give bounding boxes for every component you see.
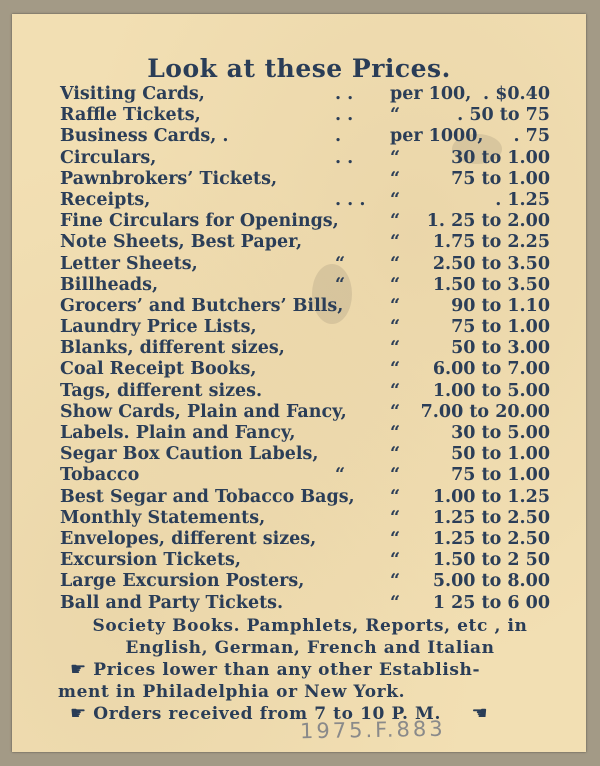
price: 1. 25 to 2.00 bbox=[426, 211, 550, 232]
unit: “ bbox=[390, 168, 401, 189]
price-row bbox=[60, 232, 556, 253]
unit: “ bbox=[390, 444, 401, 465]
unit: “ bbox=[390, 295, 401, 316]
leader-marks: . . bbox=[335, 84, 354, 104]
price: 6.00 to 7.00 bbox=[432, 359, 550, 380]
item-name: Labels. Plain and Fancy, bbox=[60, 423, 296, 443]
price: . $0.40 bbox=[483, 84, 550, 104]
item-name: Raffle Tickets, bbox=[60, 105, 201, 126]
item-name: Monthly Statements, bbox=[60, 507, 266, 528]
unit: “ bbox=[390, 528, 401, 549]
item-name: Best Segar and Tobacco Bags, bbox=[60, 486, 355, 507]
price-row bbox=[60, 275, 556, 296]
unit: “ bbox=[390, 486, 401, 507]
price-row bbox=[60, 571, 556, 592]
price: 30 to 1.00 bbox=[451, 147, 550, 168]
footer-line-4: ment in Philadelphia or New York. bbox=[58, 681, 406, 702]
item-name: Receipts, bbox=[60, 189, 151, 210]
pencil-accession-number: 1975.F.883 bbox=[299, 716, 446, 744]
leader-marks: . . bbox=[335, 147, 354, 168]
unit: “ bbox=[390, 211, 401, 232]
item-name: Tobacco bbox=[60, 465, 140, 486]
price: . 75 bbox=[513, 126, 550, 147]
unit: “ bbox=[390, 507, 401, 528]
price-row bbox=[60, 211, 556, 232]
price: 1.50 to 2 50 bbox=[432, 550, 550, 571]
price-row bbox=[60, 148, 556, 169]
leader-marks: “ bbox=[335, 465, 346, 486]
footer-line-3: Prices lower than any other Establish- bbox=[93, 660, 481, 680]
pointing-hand-icon: ☛ bbox=[70, 659, 87, 680]
price-row bbox=[60, 317, 556, 338]
price-row bbox=[60, 296, 556, 317]
unit: “ bbox=[390, 232, 401, 253]
pointing-hand-icon: ☛ bbox=[70, 703, 87, 724]
leader-marks: . . . bbox=[335, 189, 366, 210]
footer-notes bbox=[58, 616, 562, 726]
leader-marks: “ bbox=[335, 274, 346, 295]
footer-line-2: English, German, French and Italian bbox=[125, 637, 495, 658]
price-list bbox=[60, 84, 556, 614]
price: 1 25 to 6 00 bbox=[432, 592, 550, 613]
price-row bbox=[60, 169, 556, 190]
price: 50 to 3.00 bbox=[451, 338, 550, 359]
price-row bbox=[60, 190, 556, 211]
unit: “ bbox=[390, 338, 401, 359]
price: 1.00 to 5.00 bbox=[432, 380, 550, 401]
price: 75 to 1.00 bbox=[451, 317, 550, 338]
price-row bbox=[60, 444, 556, 465]
price-row bbox=[60, 487, 556, 508]
price: 2.50 to 3.50 bbox=[432, 253, 550, 274]
item-name: Large Excursion Posters, bbox=[60, 571, 305, 592]
price: 5.00 to 8.00 bbox=[432, 571, 550, 592]
price: 1.25 to 2.50 bbox=[432, 528, 550, 549]
item-name: Fine Circulars for Openings, bbox=[60, 211, 339, 232]
unit: “ bbox=[390, 465, 401, 486]
item-name: Laundry Price Lists, bbox=[60, 317, 257, 338]
item-name: Blanks, different sizes, bbox=[60, 338, 285, 359]
item-name: Excursion Tickets, bbox=[60, 550, 241, 571]
price: 1.00 to 1.25 bbox=[432, 486, 550, 507]
footer-line-5: Orders received from 7 to 10 P. M. bbox=[93, 704, 441, 724]
price-row bbox=[60, 105, 556, 126]
price-row bbox=[60, 550, 556, 571]
unit: “ bbox=[390, 592, 401, 613]
footer-line-1: Society Books. Pamphlets, Reports, etc , in bbox=[92, 616, 528, 636]
price-row bbox=[60, 84, 556, 105]
item-name: Letter Sheets, bbox=[60, 253, 198, 274]
leader-marks: . . bbox=[335, 105, 354, 126]
price-row bbox=[60, 338, 556, 359]
item-name: Ball and Party Tickets. bbox=[60, 592, 284, 613]
price: . 50 to 75 bbox=[457, 105, 550, 126]
page-title: Look at these Prices. bbox=[147, 54, 451, 83]
unit: “ bbox=[390, 274, 401, 295]
unit: “ bbox=[390, 105, 401, 126]
unit: “ bbox=[390, 571, 401, 592]
unit: “ bbox=[390, 401, 401, 422]
item-name: Note Sheets, Best Paper, bbox=[60, 232, 303, 253]
item-name: Business Cards, . bbox=[60, 126, 229, 147]
item-name: Billheads, bbox=[60, 274, 159, 295]
price-row bbox=[60, 508, 556, 529]
price-row bbox=[60, 359, 556, 380]
item-name: Pawnbrokers’ Tickets, bbox=[60, 168, 278, 189]
pointing-hand-left-icon: ☚ bbox=[471, 703, 489, 724]
unit: “ bbox=[390, 380, 401, 401]
unit: “ bbox=[390, 550, 401, 571]
price-row bbox=[60, 465, 556, 486]
price-row bbox=[60, 593, 556, 614]
unit: “ bbox=[390, 423, 401, 443]
price: 75 to 1.00 bbox=[451, 168, 550, 189]
price: 90 to 1.10 bbox=[451, 295, 550, 316]
price: 1.50 to 3.50 bbox=[432, 274, 550, 295]
item-name: Show Cards, Plain and Fancy, bbox=[60, 401, 347, 422]
item-name: Grocers’ and Butchers’ Bills, bbox=[60, 295, 344, 316]
price-row bbox=[60, 126, 556, 147]
price-row bbox=[60, 402, 556, 423]
price-row bbox=[60, 254, 556, 275]
price: 7.00 to 20.00 bbox=[420, 401, 550, 422]
unit: “ bbox=[390, 317, 401, 338]
price-card bbox=[12, 14, 586, 752]
item-name: Visiting Cards, bbox=[60, 84, 205, 104]
unit: “ bbox=[390, 189, 401, 210]
unit: per 100, bbox=[390, 84, 472, 104]
unit: “ bbox=[390, 147, 401, 168]
unit: “ bbox=[390, 253, 401, 274]
item-name: Coal Receipt Books, bbox=[60, 359, 257, 380]
price: 1.75 to 2.25 bbox=[432, 232, 550, 253]
leader-marks: . bbox=[335, 126, 342, 147]
price-row bbox=[60, 529, 556, 550]
price: . 1.25 bbox=[495, 189, 550, 210]
price: 1.25 to 2.50 bbox=[432, 507, 550, 528]
price: 50 to 1.00 bbox=[451, 444, 550, 465]
price-row bbox=[60, 423, 556, 444]
item-name: Circulars, bbox=[60, 147, 157, 168]
price: 75 to 1.00 bbox=[451, 465, 550, 486]
item-name: Segar Box Caution Labels, bbox=[60, 444, 319, 465]
price: 30 to 5.00 bbox=[451, 423, 550, 443]
price-row bbox=[60, 381, 556, 402]
item-name: Envelopes, different sizes, bbox=[60, 528, 317, 549]
leader-marks: “ bbox=[335, 253, 346, 274]
unit: “ bbox=[390, 359, 401, 380]
item-name: Tags, different sizes. bbox=[60, 380, 263, 401]
unit: per 1000, bbox=[390, 126, 484, 147]
